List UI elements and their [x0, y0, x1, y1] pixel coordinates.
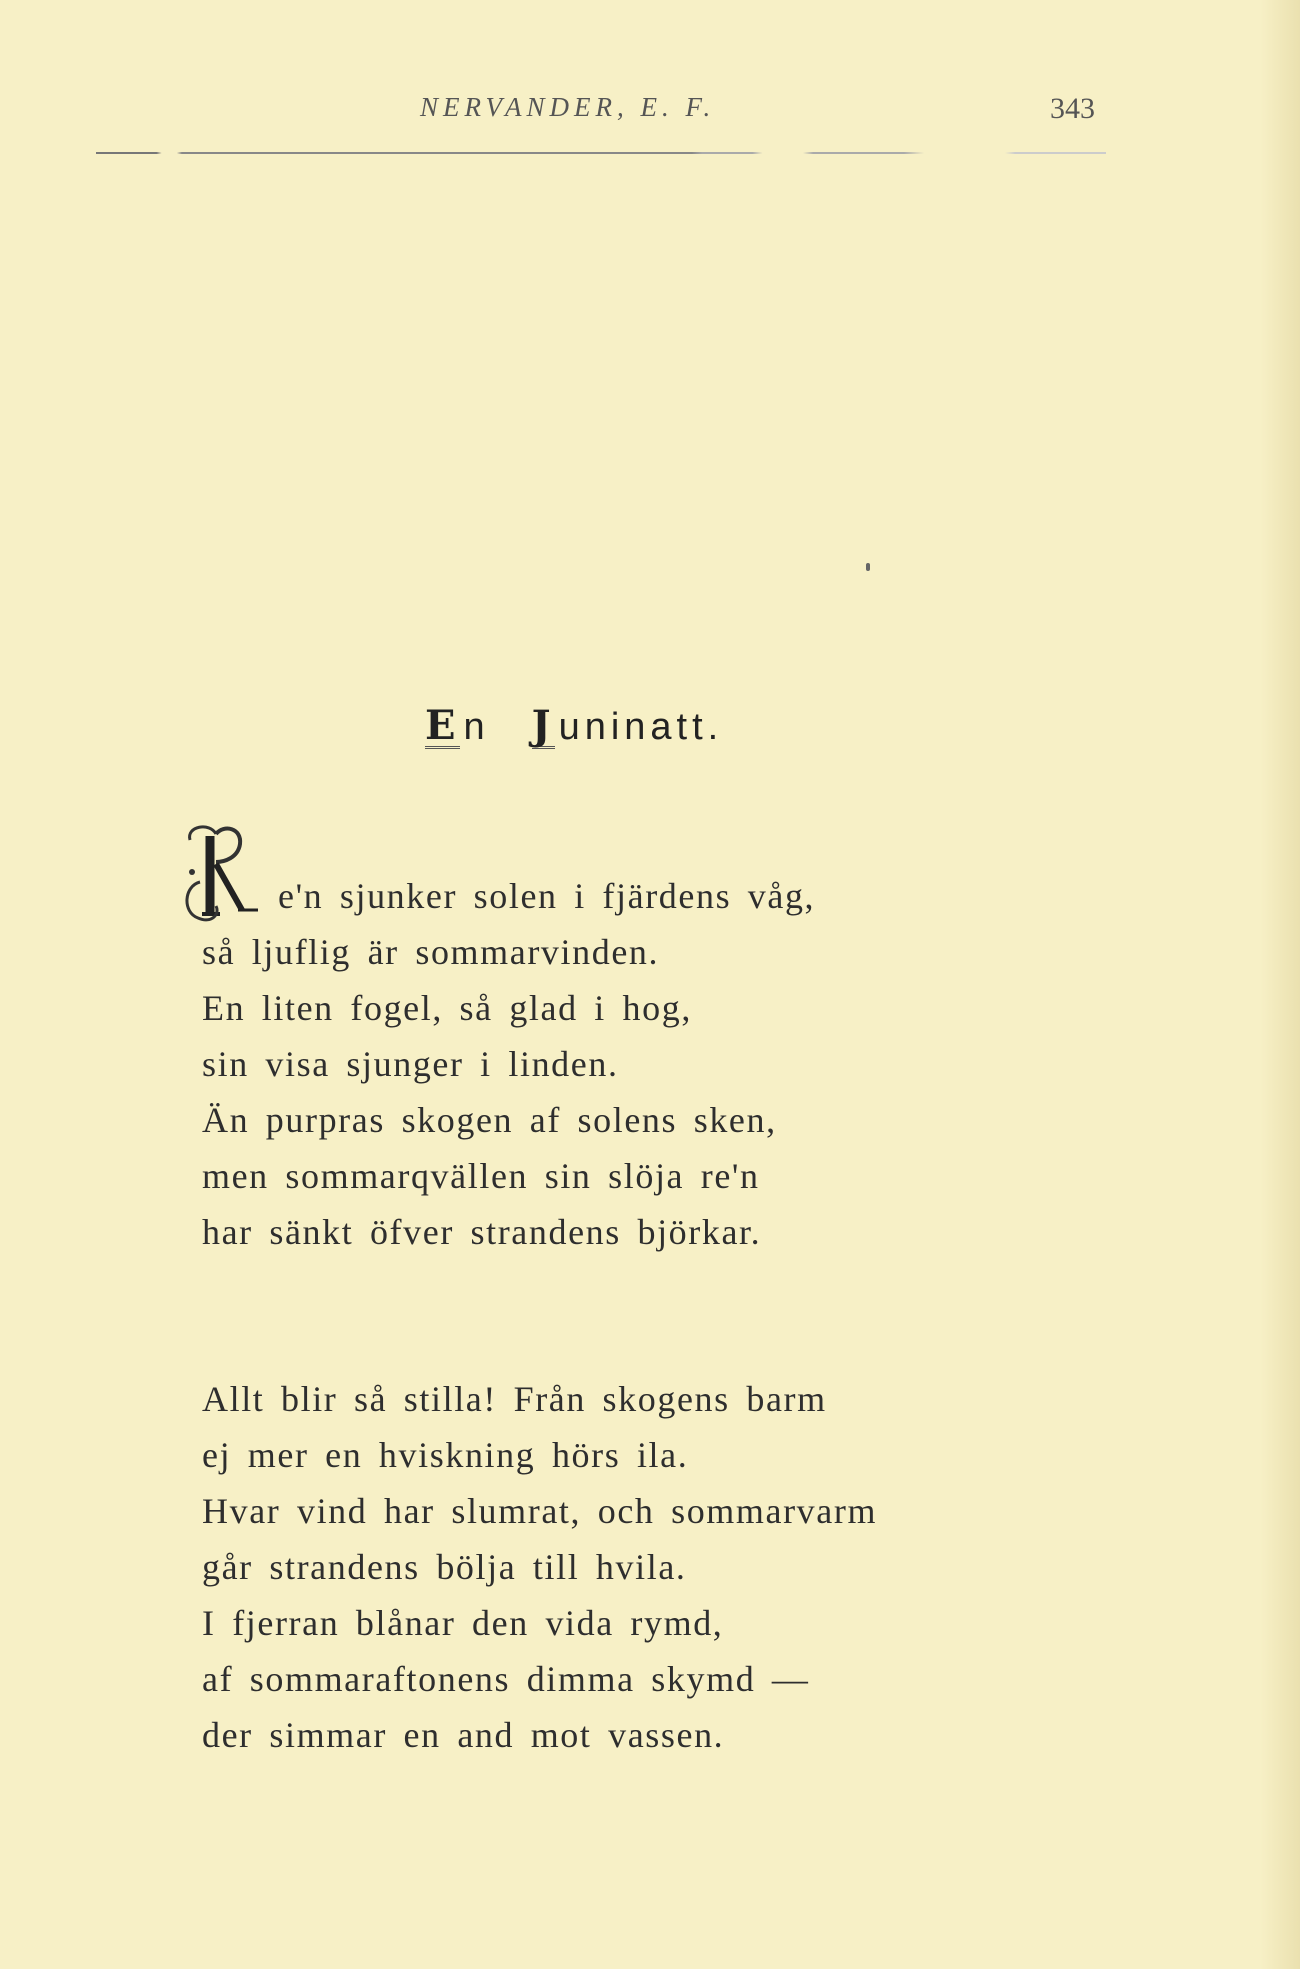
header-rule: [96, 152, 1106, 154]
poem-line: Än purpras skogen af solens sken,: [202, 1100, 777, 1140]
poem-line: Hvar vind har slumrat, och sommarvarm: [202, 1491, 878, 1531]
poem-line: Allt blir så stilla! Från skogens barm: [202, 1379, 827, 1419]
page-edge-shadow: [1260, 0, 1300, 1969]
poem-line: men sommarqvällen sin slöja re'n: [202, 1156, 760, 1196]
poem-title: [425, 702, 723, 749]
poem-line: af sommaraftonens dimma skymd —: [202, 1659, 810, 1699]
title-initial-j: J: [531, 702, 555, 749]
ornamental-drop-cap: [180, 822, 280, 932]
title-word-1-rest: n: [463, 706, 490, 748]
poem-line: så ljuflig är sommarvinden.: [202, 932, 660, 972]
running-head: NERVANDER, E. F.: [420, 92, 716, 122]
poem-line: sin visa sjunger i linden.: [202, 1044, 619, 1084]
poem-line: har sänkt öfver strandens björkar.: [202, 1212, 762, 1252]
poem-line: ej mer en hviskning hörs ila.: [202, 1435, 689, 1475]
print-speck: [866, 563, 870, 571]
page-number: 343: [1050, 92, 1095, 125]
title-word-2-rest: uninatt.: [558, 706, 724, 748]
poem-line: der simmar en and mot vassen.: [202, 1715, 725, 1755]
poem-line: I fjerran blånar den vida rymd,: [202, 1603, 724, 1643]
title-initial-e: E: [425, 702, 460, 749]
poem-line: e'n sjunker solen i fjärdens våg,: [278, 876, 816, 916]
poem-line: går strandens bölja till hvila.: [202, 1547, 687, 1587]
poem-line: En liten fogel, så glad i hog,: [202, 988, 692, 1028]
drop-cap-ornament-icon: [180, 822, 280, 932]
